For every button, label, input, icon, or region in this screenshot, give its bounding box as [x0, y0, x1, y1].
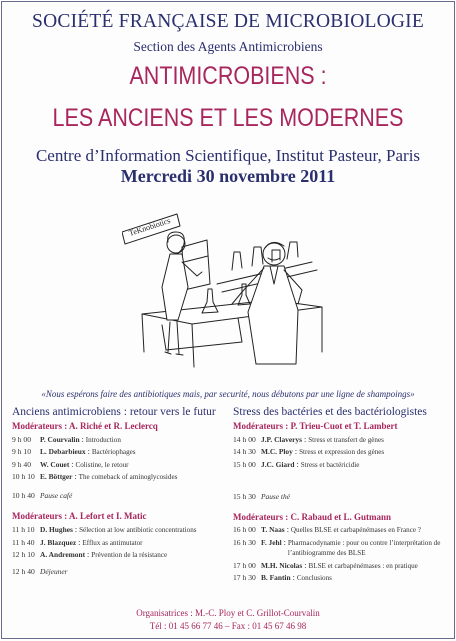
- talk-topic: Stress et expression des gènes: [299, 448, 385, 457]
- break-time: 12 h 40: [12, 567, 35, 577]
- moderators: Modérateurs : P. Trieu-Cuot et T. Lambert: [233, 421, 398, 431]
- separator-colon: :: [292, 573, 295, 583]
- program-row: [233, 538, 448, 558]
- talk-time: 14 h 00: [233, 434, 256, 444]
- separator-colon: :: [71, 459, 74, 469]
- talk-topic: Conclusions: [296, 574, 332, 583]
- speaker-name: W. Couet: [40, 459, 70, 469]
- separator-colon: :: [296, 459, 299, 469]
- program-row: [12, 538, 227, 548]
- talk-topic: Prévention de la résistance: [91, 551, 168, 560]
- moderators: Modérateurs : A. Riché et R. Leclercq: [12, 421, 158, 431]
- break-row: [12, 567, 227, 577]
- separator-colon: :: [74, 524, 78, 534]
- title-line-2: LES ANCIENS ET LES MODERNES: [52, 104, 404, 132]
- cartoon-caption: «Nous espérons faire des antibiotiques mais, par securité, nous débutons par une ligne de shampoings»: [41, 389, 415, 399]
- program-row: [233, 561, 448, 571]
- program-row: [12, 460, 227, 470]
- separator-colon: :: [74, 472, 77, 482]
- program-row: [12, 525, 227, 535]
- talk-topic: The comeback of aminoglycosides: [78, 473, 178, 482]
- program-row: [233, 573, 448, 583]
- speaker-name: L. Debarbieux: [40, 447, 86, 457]
- section-name: Section des Agents Antimicrobiens: [133, 39, 323, 54]
- event-date: Mercredi 30 novembre 2011: [120, 166, 336, 186]
- talk-topic: Colistine, le retour: [75, 460, 129, 469]
- afternoon-program: [233, 405, 448, 583]
- speaker-name: J. Blazquez: [40, 537, 77, 547]
- program-row: [233, 460, 448, 470]
- separator-colon: :: [78, 537, 81, 547]
- speaker-name: A. Andremont: [40, 550, 86, 560]
- speaker-name: T. Naas: [261, 525, 285, 535]
- talk-time: 12 h 10: [12, 550, 35, 560]
- morning-title: Anciens antimicrobiens : retour vers le futur: [12, 406, 216, 418]
- speaker-name: E. Böttger: [40, 472, 73, 482]
- talk-time: 9 h 10: [12, 447, 31, 457]
- talk-topic: BLSE et carbapénémases : en pratique: [308, 561, 418, 570]
- talk-time: 17 h 30: [233, 573, 256, 583]
- speaker-name: J.C. Giard: [261, 459, 295, 469]
- afternoon-title: Stress des bactéries et des bactériologistes: [233, 406, 427, 418]
- separator-colon: :: [87, 550, 90, 560]
- talk-time: 9 h 40: [12, 459, 31, 469]
- moderators: Modérateurs : C. Rabaud et L. Gutmann: [233, 511, 392, 522]
- talk-topic: Stress et transfert de gènes: [308, 435, 384, 444]
- talk-time: 14 h 30: [233, 447, 256, 457]
- separator-colon: :: [81, 434, 84, 444]
- break-time: 10 h 40: [12, 491, 35, 501]
- talk-time: 11 h 40: [12, 537, 35, 547]
- program-row: [12, 447, 227, 457]
- talk-time: 10 h 10: [12, 472, 35, 482]
- talk-topic: Pharmacodynamie : pour ou contre l’interprétation de l’antibiogramme des BLSE: [287, 538, 441, 557]
- break-label: Pause café: [40, 491, 73, 501]
- program-row: [233, 447, 448, 457]
- break-row: [12, 491, 227, 501]
- title-line-1: ANTIMICROBIENS :: [129, 62, 327, 90]
- morning-program: [12, 405, 227, 577]
- separator-colon: :: [286, 525, 289, 535]
- break-label: Pause thé: [261, 491, 290, 501]
- program-row: [12, 550, 227, 560]
- speaker-name: P. Courvalin: [40, 434, 80, 444]
- talk-time: 15 h 00: [233, 459, 256, 469]
- moderators: Modérateurs : A. Lefort et I. Matic: [12, 511, 147, 522]
- venue: Centre d’Information Scientifique, Institut Pasteur, Paris: [35, 146, 421, 165]
- speaker-name: M.C. Ploy: [261, 447, 293, 457]
- talk-time: 9 h 00: [12, 434, 31, 444]
- talk-topic: Stress et bactéricidie: [300, 460, 360, 469]
- talk-time: 16 h 00: [233, 525, 256, 535]
- society-name: SOCIÉTÉ FRANÇAISE DE MICROBIOLOGIE: [32, 11, 424, 32]
- break-label: Déjeuner: [40, 567, 68, 577]
- talk-topic: Introduction: [85, 435, 121, 444]
- separator-colon: :: [304, 434, 307, 444]
- separator-colon: :: [304, 560, 307, 570]
- contact-phone-fax: Tél : 01 45 66 77 46 – Fax : 01 45 67 46 98: [149, 621, 307, 631]
- talk-topic: Quelles BLSE et carbapénémases en France ?: [290, 526, 421, 535]
- organizers: Organisatrices : M.-C. Ploy et C. Grillot-Courvalin: [136, 608, 320, 618]
- speaker-name: D. Hughes: [40, 524, 73, 534]
- speaker-name: F. Jehl: [261, 537, 282, 547]
- separator-colon: :: [87, 447, 90, 457]
- break-row: [233, 492, 448, 502]
- talk-topic: Sélection at low antibiotic concentrations: [79, 525, 197, 534]
- speaker-name: J.P. Claverys: [261, 434, 302, 444]
- speaker-name: B. Fantin: [261, 573, 291, 583]
- flyer-page: [1, 1, 455, 639]
- program-row: [233, 525, 448, 535]
- speaker-name: M.H. Nicolas: [261, 560, 303, 570]
- break-time: 15 h 30: [233, 491, 256, 501]
- talk-time: 11 h 10: [12, 524, 35, 534]
- talk-time: 16 h 30: [233, 537, 256, 547]
- laboratory-cartoon: [122, 192, 332, 372]
- program-row: [12, 472, 227, 482]
- cartoon-sign-text: TeKnobiotics: [127, 216, 172, 238]
- talk-topic: Efflux as antimutator: [82, 538, 143, 547]
- separator-colon: :: [294, 447, 298, 457]
- talk-topic: Bactériophages: [91, 448, 136, 457]
- talk-time: 17 h 00: [233, 560, 256, 570]
- separator-colon: :: [283, 537, 286, 547]
- program-row: [12, 435, 227, 445]
- program-row: [233, 435, 448, 445]
